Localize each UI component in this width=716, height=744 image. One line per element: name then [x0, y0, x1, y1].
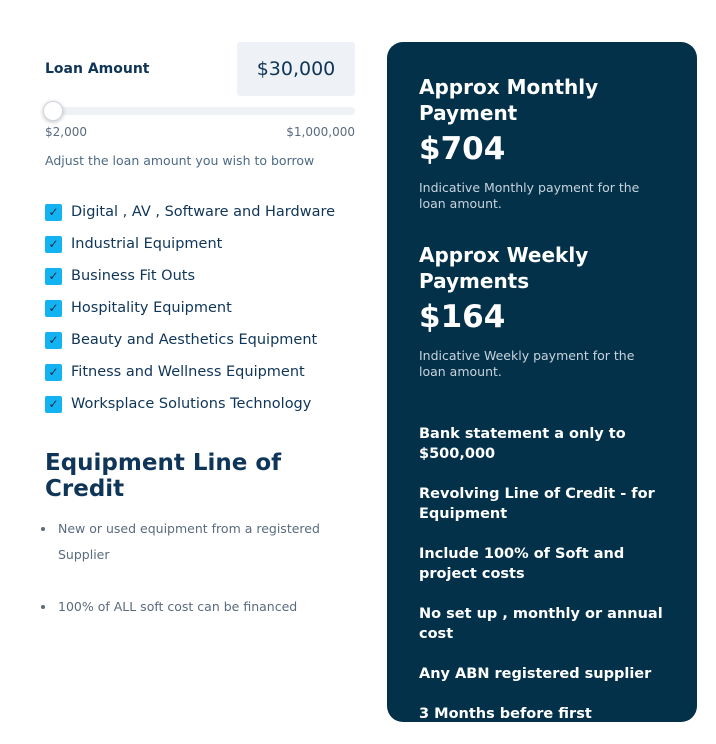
loan-amount-label: Loan Amount: [45, 61, 150, 77]
feature-item: Include 100% of Soft and project costs: [419, 546, 625, 582]
category-checkbox[interactable]: [45, 332, 62, 349]
weekly-payment-heading: Approx Weekly Payments: [419, 243, 589, 293]
slider-max-label: $1,000,000: [286, 125, 355, 139]
category-item[interactable]: [45, 196, 355, 228]
checkmark-icon: ✓: [48, 269, 59, 283]
monthly-payment-heading: Approx Monthly Payment: [419, 75, 599, 125]
checkmark-icon: ✓: [48, 365, 59, 379]
feature-item: Bank statement a only to $500,000: [419, 426, 626, 462]
weekly-payment-note: Indicative Weekly payment for the loan amount.: [419, 348, 635, 379]
monthly-payment-value: $704: [419, 131, 506, 167]
category-label: Worksplace Solutions Technology: [71, 396, 312, 412]
category-item[interactable]: [45, 388, 355, 420]
loan-amount-value[interactable]: $30,000: [237, 42, 355, 96]
category-item[interactable]: [45, 356, 355, 388]
category-label: Fitness and Wellness Equipment: [71, 364, 305, 380]
section-bullet-list: [45, 516, 355, 620]
category-checkbox[interactable]: [45, 204, 62, 221]
checkmark-icon: ✓: [48, 205, 59, 219]
slider-thumb[interactable]: [43, 101, 63, 121]
loan-calculator: [45, 42, 355, 620]
bullet-item: 100% of ALL soft cost can be financed: [45, 594, 355, 620]
slider-min-label: $2,000: [45, 125, 87, 139]
loan-amount-row: [45, 42, 355, 96]
loan-amount-hint: Adjust the loan amount you wish to borrow: [45, 153, 315, 168]
category-label: Business Fit Outs: [71, 268, 196, 284]
checkmark-icon: ✓: [48, 237, 59, 251]
bullet-item: New or used equipment from a registered Supplier: [45, 516, 355, 568]
checkmark-icon: ✓: [48, 397, 59, 411]
category-item[interactable]: [45, 292, 355, 324]
weekly-payment-value: $164: [419, 299, 506, 335]
category-checkbox[interactable]: [45, 268, 62, 285]
checkmark-icon: ✓: [48, 333, 59, 347]
slider-range-labels: [45, 125, 355, 139]
category-item[interactable]: [45, 228, 355, 260]
feature-item: Any ABN registered supplier: [419, 666, 652, 682]
category-checkbox[interactable]: [45, 364, 62, 381]
category-label: Digital , AV , Software and Hardware: [71, 204, 336, 220]
category-item[interactable]: [45, 324, 355, 356]
payment-results-panel: [387, 42, 697, 742]
feature-item: Revolving Line of Credit - for Equipment: [419, 486, 655, 522]
category-checkbox[interactable]: [45, 396, 62, 413]
loan-amount-slider[interactable]: [45, 98, 355, 124]
monthly-payment-note: Indicative Monthly payment for the loan amount.: [419, 180, 640, 211]
category-checkbox[interactable]: [45, 236, 62, 253]
category-label: Beauty and Aesthetics Equipment: [71, 332, 318, 348]
category-item[interactable]: [45, 260, 355, 292]
category-label: Hospitality Equipment: [71, 300, 232, 316]
category-label: Industrial Equipment: [71, 236, 223, 252]
feature-list: [419, 424, 665, 744]
section-title: Equipment Line of Credit: [45, 450, 282, 502]
feature-item: 3 Months before first repayment: [419, 706, 592, 742]
equipment-category-list: [45, 196, 355, 420]
feature-item: No set up , monthly or annual cost: [419, 606, 663, 642]
slider-track[interactable]: [45, 107, 355, 115]
category-checkbox[interactable]: [45, 300, 62, 317]
checkmark-icon: ✓: [48, 301, 59, 315]
